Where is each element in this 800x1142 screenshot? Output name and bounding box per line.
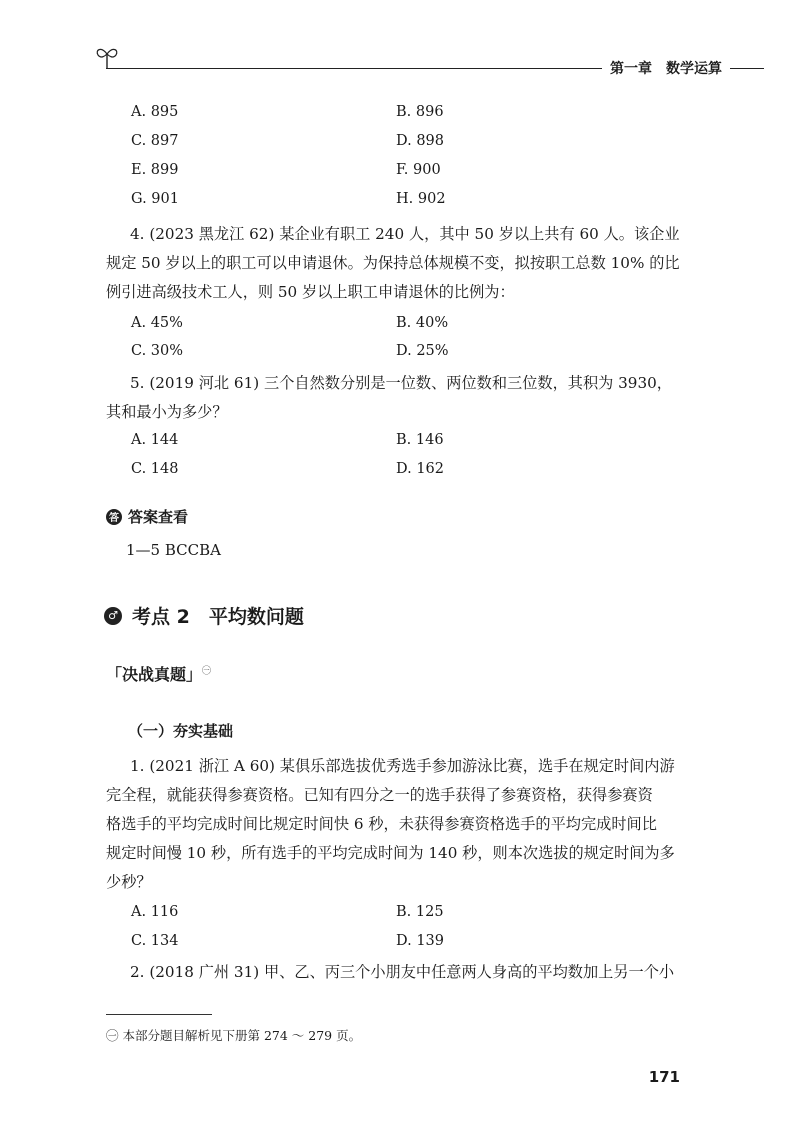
problem-1-line: 规定时间慢 10 秒，所有选手的平均完成时间为 140 秒，则本次选拔的规定时间为多 <box>106 844 675 862</box>
answer-title: 答案查看 <box>128 508 189 526</box>
problem-1-line: 完全程，就能获得参赛资格。已知有四分之一的选手获得了参赛资格，获得参赛资 <box>106 786 653 804</box>
option-b: B. 125 <box>396 904 444 920</box>
option-b: B. 146 <box>396 432 444 448</box>
section-icon: ♂ <box>104 607 122 625</box>
option-g: G. 901 <box>131 191 179 207</box>
question-4 <box>106 220 690 307</box>
option-d: D. 162 <box>396 461 445 477</box>
bracket-title: 「决战真题」 <box>106 665 203 684</box>
option-d: D. 898 <box>396 133 445 149</box>
question-5 <box>106 369 690 427</box>
question-4-line: 例引进高级技术工人，则 50 岁以上职工申请退休的比例为： <box>106 283 515 301</box>
problem-2 <box>106 958 690 987</box>
section-title: 考点 2 平均数问题 <box>132 606 304 628</box>
answer-icon: 答 <box>106 509 122 525</box>
section-heading <box>104 602 304 629</box>
option-c: C. 897 <box>131 133 179 149</box>
sprout-icon <box>92 40 122 70</box>
option-a: A. 45% <box>131 315 183 331</box>
question-5-line: 5. (2019 河北 61) 三个自然数分别是一位数、两位数和三位数，其积为 3930， <box>130 374 672 392</box>
problem-1-line: 格选手的平均完成时间比规定时间快 6 秒，未获得参赛资格选手的平均完成时间比 <box>106 815 657 833</box>
option-c: C. 134 <box>131 933 179 949</box>
option-a: A. 116 <box>131 904 179 920</box>
question-4-line: 4. (2023 黑龙江 62) 某企业有职工 240 人，其中 50 岁以上共有 60 人。该企业 <box>130 225 680 243</box>
option-d: D. 139 <box>396 933 445 949</box>
question-5-line: 其和最小为多少？ <box>106 403 228 421</box>
bracket-heading <box>106 662 211 685</box>
option-f: F. 900 <box>396 162 441 178</box>
footnote-rule <box>106 1014 212 1015</box>
problem-2-line: 2. (2018 广州 31) 甲、乙、丙三个小朋友中任意两人身高的平均数加上另一个小 <box>130 963 675 981</box>
page-number: 171 <box>648 1068 680 1086</box>
option-b: B. 40% <box>396 315 449 331</box>
problem-1-line: 1. (2021 浙江 A 60) 某俱乐部选拔优秀选手参加游泳比赛，选手在规定时间内游 <box>130 757 675 775</box>
option-e: E. 899 <box>131 162 179 178</box>
question-4-line: 规定 50 岁以上的职工可以申请退休。为保持总体规模不变，拟按职工总数 10% 的比 <box>106 254 680 272</box>
option-b: B. 896 <box>396 104 444 120</box>
footnote-marker: ㊀ <box>202 666 212 677</box>
answer-key: 1—5 BCCBA <box>126 541 221 559</box>
answer-heading <box>106 506 188 527</box>
problem-1-line: 少秒？ <box>106 873 152 891</box>
option-c: C. 148 <box>131 461 179 477</box>
chapter-title: 第一章 数学运算 <box>602 58 730 78</box>
footnote: ㊀ 本部分题目解析见下册第 274 ～ 279 页。 <box>106 1028 362 1043</box>
subsection-heading: （一）夯实基础 <box>128 722 234 740</box>
option-d: D. 25% <box>396 343 449 359</box>
option-c: C. 30% <box>131 343 184 359</box>
option-a: A. 144 <box>131 432 179 448</box>
option-h: H. 902 <box>396 191 446 207</box>
problem-1 <box>106 752 690 897</box>
option-a: A. 895 <box>131 104 179 120</box>
